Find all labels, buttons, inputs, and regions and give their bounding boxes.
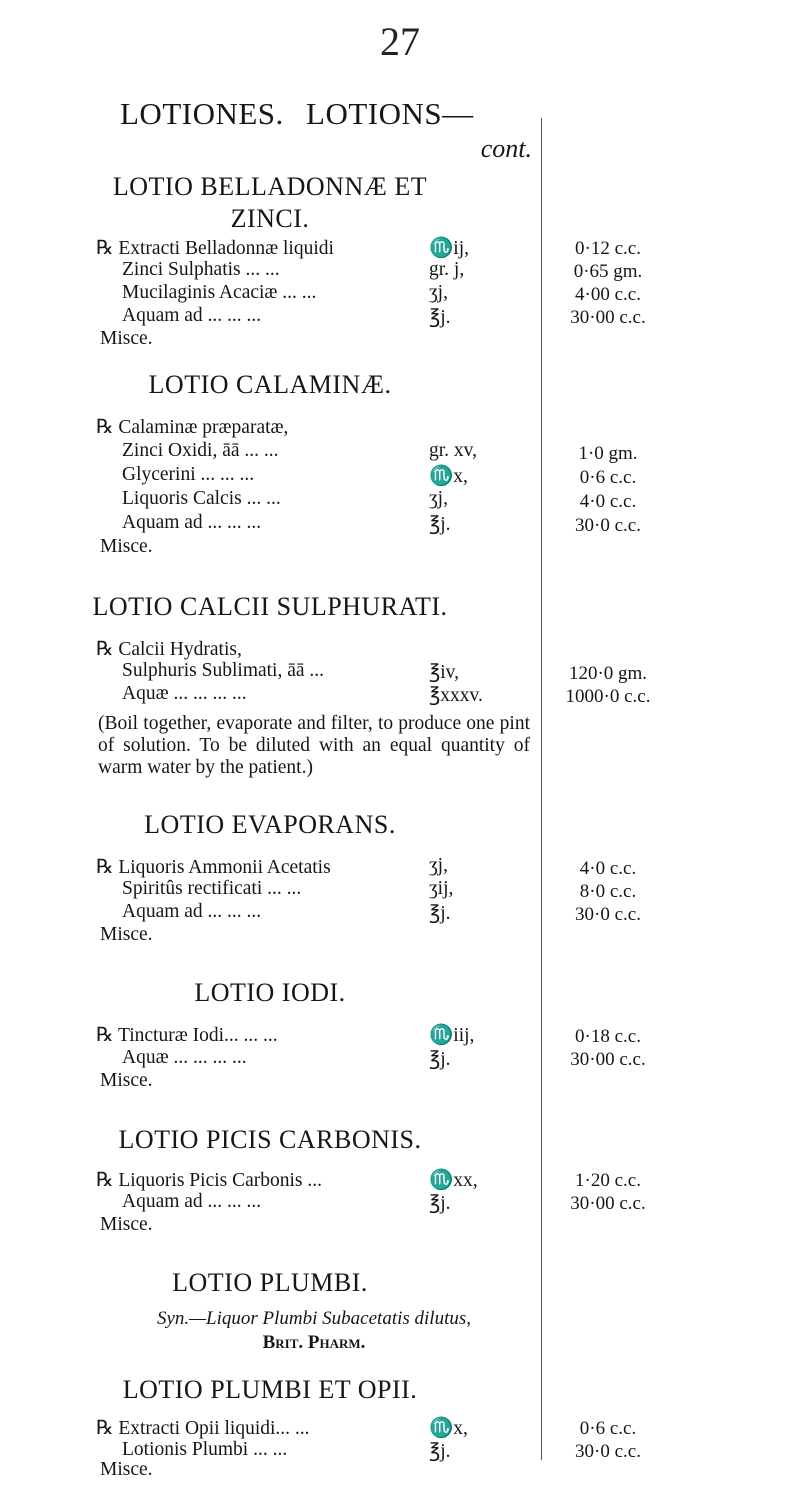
header-right: LOTIONS— [306, 96, 474, 131]
synonym-source: Brit. Pharm. [262, 1332, 366, 1353]
section-title: LOTIO CALAMINÆ. [148, 370, 392, 399]
ingredient: Aquam ad ... ... ... [122, 1191, 262, 1212]
page-number: 27 [380, 19, 420, 64]
metric-value: 1·0 gm. [578, 443, 638, 464]
metric-value: 0·6 c.c. [579, 1418, 637, 1439]
ingredient: Glycerini ... ... ... [122, 464, 255, 485]
ingredient: Mucilaginis Acaciæ ... ... [122, 282, 317, 303]
recipe-line [96, 536, 541, 562]
dose: ♏iij, [429, 1025, 475, 1046]
ingredient: Misce. [100, 1070, 153, 1091]
recipe-line [96, 1459, 541, 1485]
dose: ℥iv, [429, 662, 460, 683]
dose: ℥j. [429, 514, 451, 535]
metric-value: 0·65 gm. [573, 261, 643, 282]
synonym-text: Syn.—Liquor Plumbi Subacetatis dilutus, [156, 1308, 472, 1329]
recipe-line [96, 1214, 541, 1240]
dose: ♏ij, [429, 238, 469, 259]
dose: ℥j. [429, 307, 451, 328]
recipe-line [96, 512, 541, 538]
ingredient: ℞ Liquoris Picis Carbonis ... [96, 1170, 323, 1191]
metric-value: 30·0 c.c. [575, 515, 641, 536]
dose: ♏xx, [429, 1170, 478, 1191]
ingredient: Aquam ad ... ... ... [122, 901, 262, 922]
ingredient: Misce. [100, 1214, 153, 1235]
metric-value: 30·0 c.c. [575, 904, 641, 925]
recipe-line [96, 415, 541, 441]
dose: gr. xv, [429, 440, 478, 461]
ingredient: Misce. [100, 1459, 153, 1480]
metric-value: 1000·0 c.c. [565, 686, 651, 707]
ingredient: Spiritûs rectificati ... ... [122, 878, 302, 899]
running-header [120, 96, 540, 132]
metric-value: 30·00 c.c. [570, 1049, 646, 1070]
section-title: LOTIO IODI. [194, 978, 346, 1007]
section-title: LOTIO PICIS CARBONIS. [118, 1125, 422, 1154]
dose: ℥xxxv. [429, 685, 483, 706]
recipe-line [96, 440, 541, 466]
recipe-line [96, 328, 541, 354]
ingredient: Aquam ad ... ... ... [122, 305, 262, 326]
preparation-note: (Boil together, evaporate and filter, to produce one pint of solution. To be diluted with an equal quantity of warm water by the patient.) [98, 713, 530, 778]
column-divider [541, 118, 542, 1460]
ingredient: ℞ Extracti Opii liquidi... ... [96, 1418, 310, 1439]
recipe-line [96, 464, 541, 490]
metric-value: 120·0 gm. [568, 663, 648, 684]
metric-value: 0·6 c.c. [579, 467, 637, 488]
section-title: LOTIO BELLADONNÆ ET [112, 172, 428, 201]
ingredient: Zinci Oxidi, āā ... ... [122, 440, 279, 461]
ingredient: Misce. [100, 924, 153, 945]
ingredient: Aquam ad ... ... ... [122, 512, 262, 533]
ingredient: Aquæ ... ... ... ... [122, 1047, 247, 1068]
header-left: LOTIONES. [120, 96, 284, 131]
ingredient: Aquæ ... ... ... ... [122, 683, 247, 704]
dose: ʒj, [429, 855, 448, 876]
metric-value: 8·0 c.c. [579, 881, 637, 902]
ingredient: Liquoris Calcis ... ... [122, 488, 281, 509]
ingredient: ℞ Extracti Belladonnæ liquidi [96, 238, 334, 259]
dose: ♏x, [429, 466, 468, 487]
ingredient: ℞ Tincturæ Iodi... ... ... [96, 1025, 278, 1046]
ingredient: ℞ Liquoris Ammonii Acetatis [96, 857, 331, 878]
section-title: LOTIO EVAPORANS. [144, 810, 396, 839]
ingredient: Zinci Sulphatis ... ... [122, 259, 280, 280]
dose: ℥j. [429, 1441, 451, 1462]
recipe-line [96, 488, 541, 514]
dose: ʒj, [429, 282, 448, 303]
metric-value: 4·0 c.c. [579, 491, 637, 512]
metric-value: 4·00 c.c. [575, 284, 641, 305]
section-title: LOTIO PLUMBI. [172, 1268, 368, 1297]
metric-value: 4·0 c.c. [579, 858, 637, 879]
dose: ♏x, [429, 1418, 468, 1439]
metric-value: 30·00 c.c. [570, 1193, 646, 1214]
metric-value: 30·0 c.c. [575, 1441, 641, 1462]
metric-value: 1·20 c.c. [575, 1170, 641, 1191]
dose: ʒj, [429, 488, 448, 509]
ingredient: Lotionis Plumbi ... ... [122, 1439, 288, 1460]
ingredient: ℞ Calcii Hydratis, [96, 639, 242, 660]
section-title: LOTIO PLUMBI ET OPII. [122, 1375, 418, 1404]
ingredient: ℞ Calaminæ præparatæ, [96, 417, 289, 438]
header-cont: cont. [480, 134, 532, 163]
section-title: LOTIO CALCII SULPHURATI. [92, 592, 448, 621]
recipe-line [96, 683, 541, 709]
metric-value: 30·00 c.c. [570, 307, 646, 328]
ingredient: Misce. [100, 536, 153, 557]
recipe-line [96, 1070, 541, 1096]
dose: ℥j. [429, 1049, 451, 1070]
dose: ℥j. [429, 1193, 451, 1214]
recipe-line [96, 1023, 541, 1049]
synonym-note [98, 1307, 530, 1355]
dose: gr. j, [429, 259, 465, 280]
ingredient: Sulphuris Sublimati, āā ... [122, 660, 325, 681]
ingredient: Misce. [100, 328, 153, 349]
dose: ʒij, [429, 878, 454, 899]
metric-value: 0·18 c.c. [575, 1026, 641, 1047]
metric-value: 0·12 c.c. [575, 238, 641, 259]
dose: ℥j. [429, 903, 451, 924]
section-title: ZINCI. [230, 204, 310, 233]
recipe-line [96, 924, 541, 950]
